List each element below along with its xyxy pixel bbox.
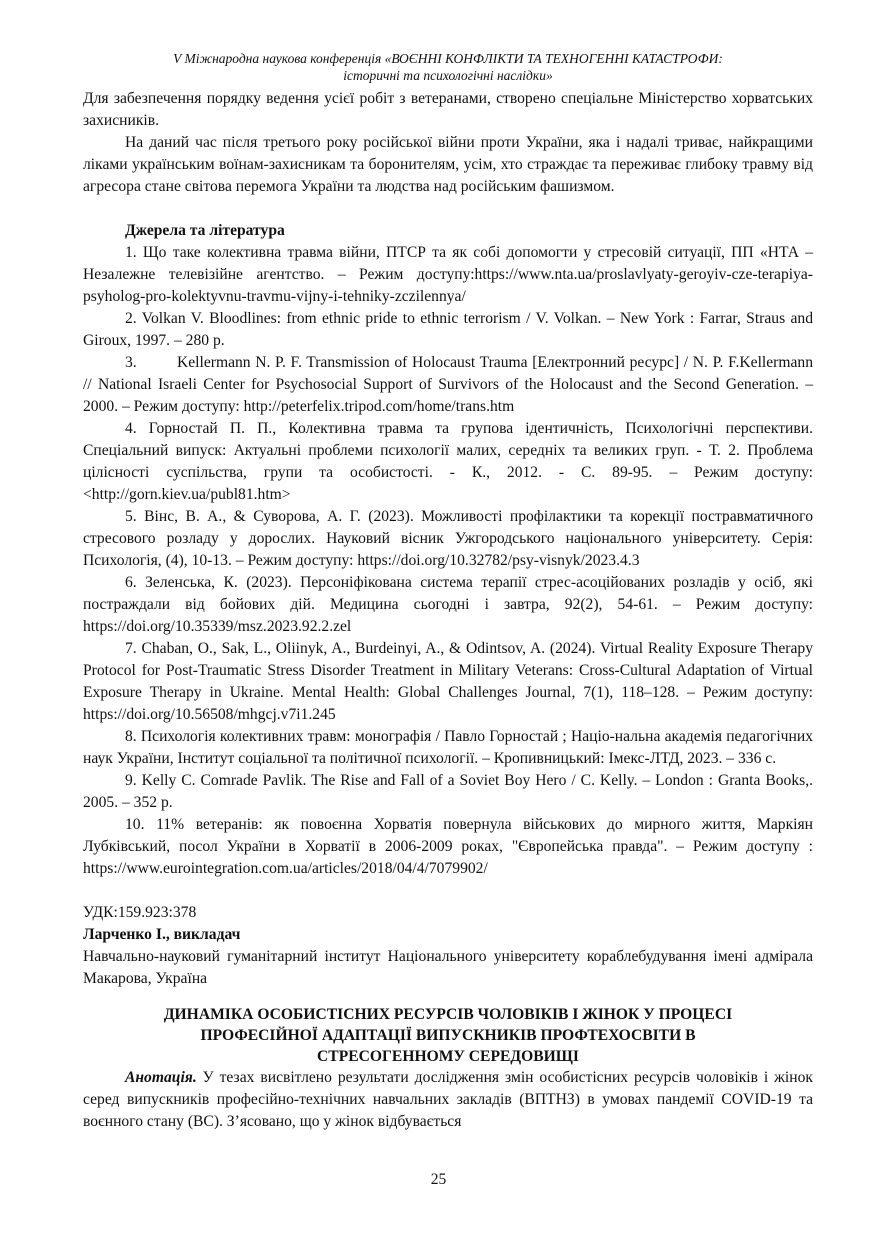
reference-item-6: 6. Зеленська, К. (2023). Персоніфікована система терапії стрес-асоційованих розладів у осіб, які постраждали від бойових дій. Медицина сьогодні і завтра, 92(2), 54-61. – Режим доступу: https://doi.org/10.35339/msz.2023.92.2.zel	[83, 574, 813, 635]
article-title-line-3: СТРЕСОГЕННОМУ СЕРЕДОВИЩІ	[317, 1048, 579, 1065]
annotation-paragraph	[83, 1067, 813, 1133]
author-name: Ларченко І., викладач	[83, 926, 241, 943]
page-content	[83, 50, 813, 1133]
annotation-text: У тезах висвітлено результати дослідження змін особистісних ресурсів чоловіків і жінок серед випускників професійно-технічних навчальних закладів (ВПТНЗ) в умовах пандемії COVID-19 та воєнного стану (ВС). З’ясовано, що у жінок відбувається	[83, 1069, 813, 1130]
annotation-label: Анотація.	[125, 1069, 197, 1086]
header-line-1: V Міжнародна наукова конференція «ВОЄННІ КОНФЛІКТИ ТА ТЕХНОГЕННІ КАТАСТРОФИ:	[173, 51, 723, 66]
reference-item-3	[83, 352, 813, 418]
reference-item-2: 2. Volkan V. Bloodlines: from ethnic pride to ethnic terrorism / V. Volkan. – New York : Farrar, Straus and Giroux, 1997. – 280 p.	[83, 310, 813, 349]
reference-item-8: 8. Психологія колективних травм: монографія / Павло Горностай ; Націо-нальна академія педагогічних наук України, Інститут соціальної та політичної психології. – Кропивницький: Імекс-ЛТД, 2023. – 336 с.	[83, 728, 813, 767]
article-title-line-2: ПРОФЕСІЙНОЇ АДАПТАЦІЇ ВИПУСКНИКІВ ПРОФТЕХОСВІТИ В	[200, 1027, 696, 1044]
body-paragraph-2: На даний час після третього року російської війни проти України, яка і надалі триває, найкращими ліками українським воїнам-захисникам та боронителям, усім, хто страждає та переживає глибоку травму від агресора стане світова перемога України та людства над російським фашизмом.	[83, 134, 813, 195]
reference-item-1: 1. Що таке колективна травма війни, ПТСР та як собі допомогти у стресовій ситуації, ПП «НТА – Незалежне телевізійне агентство. – Режим доступу:https://www.nta.ua/proslavlyaty-geroyiv-cze-terapiya-psyholog-pro-kolektyvnu-travmu-vijny-i-tehniky-zczilennya/	[83, 244, 813, 305]
reference-item-10: 10. 11% ветеранів: як повоєнна Хорватія повернула військових до мирного життя, Маркіян Лубківський, посол України в Хорватії в 2006-2009 роках, "Європейська правда". – Режим доступу : https://www.eurointegration.com.ua/articles/2018/04/4/7079902/	[83, 816, 813, 877]
article-title	[83, 1004, 813, 1067]
reference-item-4: 4. Горностай П. П., Колективна травма та групова ідентичність, Психологічні перспективи. Спеціальний випуск: Актуальні проблеми психології малих, середніх та великих груп. - Т. 2. Проблема цілісності суспільства, групи та особистості. - К., 2012. - С. 89-95. – Режим доступу:<http://gorn.kiev.ua/publ81.htm>	[83, 420, 813, 503]
article-title-line-1: ДИНАМІКА ОСОБИСТІСНИХ РЕСУРСІВ ЧОЛОВІКІВ І ЖІНОК У ПРОЦЕСІ	[163, 1006, 733, 1023]
author-affiliation: Навчально-науковий гуманітарний інститут Національного університету кораблебудування імені адмірала Макарова, Україна	[83, 948, 813, 987]
reference-item-9: 9. Kelly C. Comrade Pavlik. The Rise and Fall of a Soviet Boy Hero / C. Kelly. – London : Granta Books,. 2005. – 352 p.	[83, 772, 813, 811]
spacer	[83, 880, 813, 902]
spacer	[83, 198, 813, 220]
running-header	[83, 50, 813, 84]
body-paragraph-1: Для забезпечення порядку ведення усієї робіт з ветеранами, створено спеціальне Міністерство хорватських захисників.	[83, 90, 813, 129]
reference-item-3-text: Kellermann N. P. F. Transmission of Holocaust Trauma [Електронний ресурс] / N. P. F.Kellermann // National Israeli Center for Psychosocial Support of Survivors of the Holocaust and the Second Generation. – 2000. – Режим доступу: http://peterfelix.tripod.com/home/trans.htm	[83, 354, 813, 415]
header-line-2: історичні та психологічні наслідки»	[343, 68, 553, 83]
page-number: 25	[430, 1171, 447, 1188]
references-title: Джерела та література	[125, 222, 285, 239]
reference-item-7: 7. Chaban, O., Sak, L., Oliinyk, A., Burdeinyi, A., & Odintsov, A. (2024). Virtual Reality Exposure Therapy Protocol for Post-Traumatic Stress Disorder Treatment in Military Veterans: Cross-Cultural Adaptation of Virtual Exposure Therapy in Ukraine. Mental Health: Global Challenges Journal, 7(1), 118–128. – Режим доступу: https://doi.org/10.56508/mhgcj.v7i1.245	[83, 640, 813, 723]
reference-item-5: 5. Вінс, В. А., & Суворова, А. Г. (2023). Можливості профілактики та корекції постравматичного стресового розладу у дорослих. Науковий вісник Ужгородського національного університету. Серія: Психологія, (4), 10-13. – Режим доступу: https://doi.org/10.32782/psy-visnyk/2023.4.3	[83, 508, 813, 569]
reference-item-3-number: 3.	[125, 354, 137, 371]
udk-code: УДК:159.923:378	[83, 904, 197, 921]
